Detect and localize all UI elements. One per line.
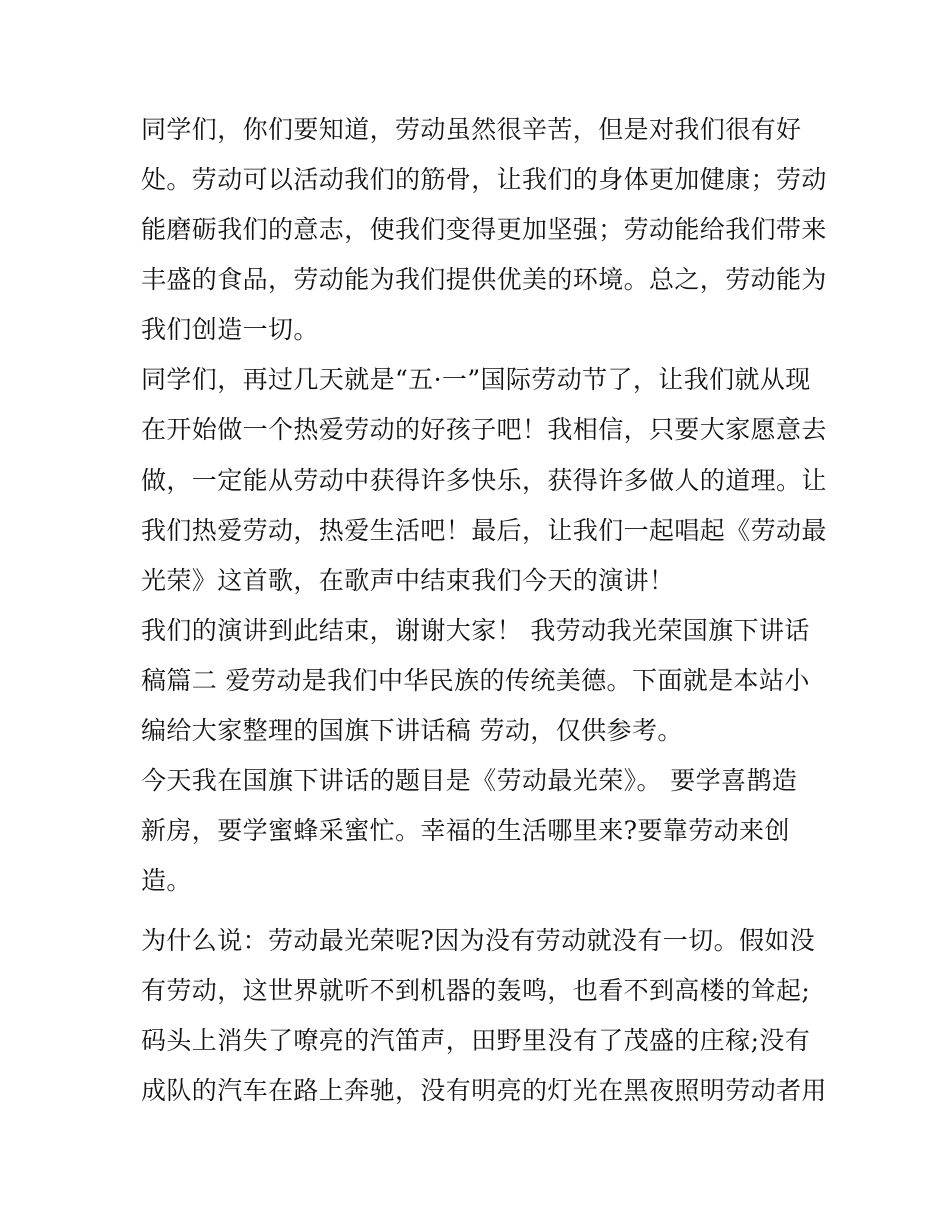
- text-line: 同学们，再过几天就是“五·一”国际劳动节了，让我们就从现: [141, 365, 811, 394]
- text-line: 能磨砺我们的意志，使我们变得更加坚强；劳动能给我们带来: [141, 215, 827, 244]
- text-line: 有劳动，这世界就听不到机器的轰鸣，也看不到高楼的耸起;: [141, 976, 811, 1005]
- text-line: 造。: [141, 866, 192, 895]
- text-line: 光荣》这首歌，在歌声中结束我们今天的演讲！: [141, 566, 675, 595]
- text-line: 今天我在国旗下讲话的题目是《劳动最光荣》。 要学喜鹊造: [141, 766, 798, 795]
- text-line: 处。劳动可以活动我们的筋骨，让我们的身体更加健康；劳动: [141, 165, 827, 194]
- text-line: 我们热爱劳动，热爱生活吧！最后，让我们一起唱起《劳动最: [141, 516, 827, 545]
- text-line: 我们创造一切。: [141, 315, 319, 344]
- text-line: 编给大家整理的国旗下讲话稿 劳动，仅供参考。: [141, 716, 683, 745]
- text-line: 为什么说：劳动最光荣呢?因为没有劳动就没有一切。假如没: [141, 926, 816, 955]
- text-line: 码头上消失了嘹亮的汽笛声，田野里没有了茂盛的庄稼;没有: [141, 1026, 811, 1055]
- text-line: 同学们，你们要知道，劳动虽然很辛苦，但是对我们很有好: [141, 115, 802, 144]
- text-line: 成队的汽车在路上奔驰，没有明亮的灯光在黑夜照明劳动者用: [141, 1076, 827, 1105]
- text-line: 我们的演讲到此结束，谢谢大家！ 我劳动我光荣国旗下讲话: [141, 616, 810, 645]
- text-line: 做，一定能从劳动中获得许多快乐，获得许多做人的道理。让: [141, 466, 827, 495]
- text-line: 新房，要学蜜蜂采蜜忙。幸福的生活哪里来?要靠劳动来创: [141, 816, 790, 845]
- text-line: 在开始做一个热爱劳动的好孩子吧！我相信，只要大家愿意去: [141, 415, 827, 444]
- text-line: 稿篇二 爱劳动是我们中华民族的传统美德。下面就是本站小: [141, 666, 810, 695]
- text-line: 丰盛的食品，劳动能为我们提供优美的环境。总之，劳动能为: [141, 265, 827, 294]
